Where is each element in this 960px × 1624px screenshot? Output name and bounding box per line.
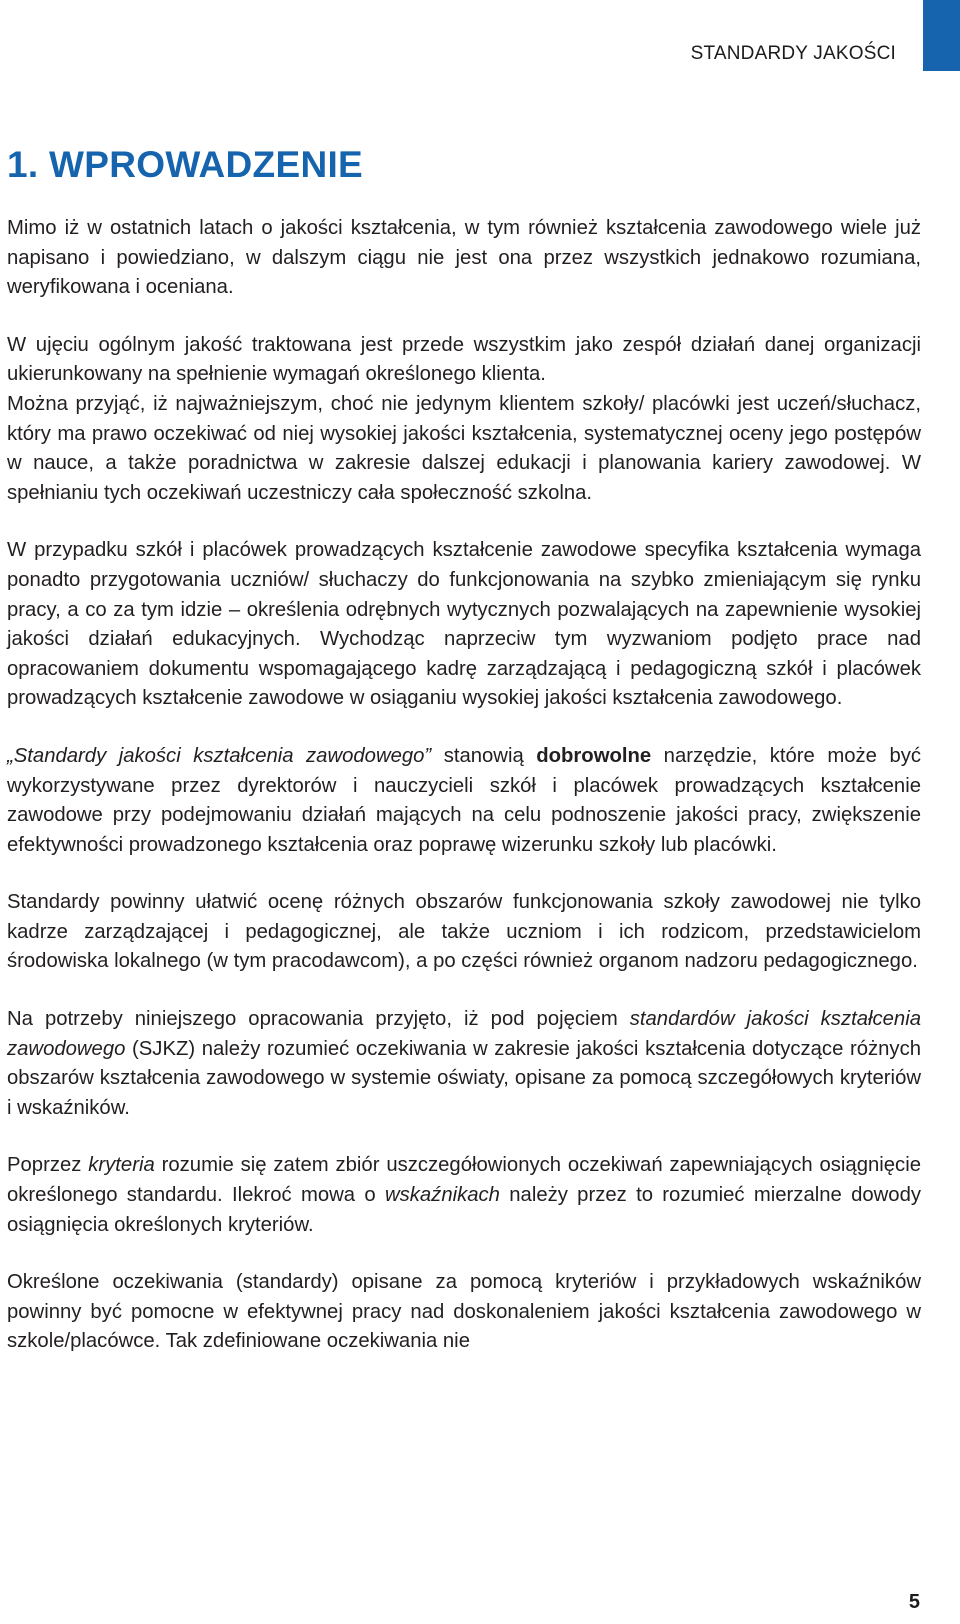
sjkz-term-italic: standardów jakości kształcenia zawodowego xyxy=(7,1008,921,1060)
section-color-tab xyxy=(923,0,960,71)
paragraph-7-text-b: rozumie się zatem zbiór uszczegółowionych oczekiwań zapewniających osiągnięcie określonego standardu. Ilekroć mowa o xyxy=(7,1154,921,1207)
criteria-term-italic: kryteria xyxy=(88,1154,155,1177)
paragraph-6-text-a: Na potrzeby niniejszego opracowania przyjęto, iż pod pojęciem xyxy=(7,1008,630,1031)
body-text xyxy=(7,214,921,1385)
paragraph-4-text-a: stanowią xyxy=(431,744,537,767)
paragraph-2b: Można przyjąć, iż najważniejszym, choć nie jedynym klientem szkoły/ placówki jest uczeń/słuchacz, który ma prawo oczekiwać od niej wysokiej jakości kształcenia, systematycznej oceny jego postępów w nauce, a także poradnictwa w zakresie dalszej edukacji i planowania kariery zawodowej. W spełnianiu tych oczekiwań uczestniczy cała społeczność szkolna. xyxy=(7,392,921,504)
paragraph-2a: W ujęciu ogólnym jakość traktowana jest przede wszystkim jako zespół działań danej organizacji ukierunkowany na spełnienie wymagań określonego klienta. xyxy=(7,333,921,386)
standards-title-italic: „Standardy jakości kształcenia zawodowego” xyxy=(7,744,432,767)
paragraph-4 xyxy=(7,742,921,860)
voluntary-bold: dobrowolne xyxy=(536,744,652,767)
paragraph-1: Mimo iż w ostatnich latach o jakości kształcenia, w tym również kształcenia zawodowego wiele już napisano i powiedziano, w dalszym ciągu nie jest ona przez wszystkich jednakowo rozumiana, weryfikowana i oceniana. xyxy=(7,217,921,299)
page-number: 5 xyxy=(908,1591,920,1613)
paragraph-5: Standardy powinny ułatwić ocenę różnych obszarów funkcjonowania szkoły zawodowej nie tylko kadrze zarządzającej i pedagogicznej, ale także uczniom i ich rodzicom, przedstawicielom środowiska lokalnego (w tym pracodawcom), a po części również organom nadzoru pedagogicznego. xyxy=(7,891,921,973)
paragraph-4-text-b: narzędzie, które może być wykorzystywane przez dyrektorów i nauczycieli szkół i placówek prowadzących kształcenie zawodowe przy podejmowaniu działań mających na celu podnoszenie jakości pracy, zwiększenie efektywności prowadzonego kształcenia oraz poprawę wizerunku szkoły lub placówki. xyxy=(7,744,921,856)
chapter-title: 1. WPROWADZENIE xyxy=(7,144,364,185)
paragraph-3: W przypadku szkół i placówek prowadzących kształcenie zawodowe specyfika kształcenia wymaga ponadto przygotowania uczniów/ słuchaczy do funkcjonowania na szybko zmieniającym się rynku pracy, a co za tym idzie – określenia odrębnych wytycznych pozwalających na zapewnienie wysokiej jakości działań edukacyjnych. Wychodząc naprzeciw tym wyzwaniom podjęto prace nad opracowaniem dokumentu wspomagającego kadrę zarządzającą i pedagogiczną szkół i placówek prowadzących kształcenie zawodowe w osiąganiu wysokiej jakości kształcenia zawodowego. xyxy=(7,539,921,710)
running-header: STANDARDY JAKOŚCI xyxy=(690,43,896,64)
paragraph-8: Określone oczekiwania (standardy) opisane za pomocą kryteriów i przykładowych wskaźników powinny być pomocne w efektywnej pracy nad doskonaleniem jakości kształcenia zawodowego w szkole/placówce. Tak zdefiniowane oczekiwania nie xyxy=(7,1271,921,1353)
paragraph-7-text-a: Poprzez xyxy=(7,1154,89,1177)
paragraph-7-text-c: należy przez to rozumieć mierzalne dowody osiągnięcia określonych kryteriów. xyxy=(7,1184,921,1236)
paragraph-7 xyxy=(7,1151,921,1240)
indicators-term-italic: wskaźnikach xyxy=(384,1184,500,1207)
paragraph-6-text-b: (SJKZ) należy rozumieć oczekiwania w zakresie jakości kształcenia dotyczące różnych obszarów kształcenia zawodowego w systemie oświaty, opisane za pomocą szczegółowych kryteriów i wskaźników. xyxy=(7,1037,921,1119)
paragraph-6 xyxy=(7,1005,921,1123)
